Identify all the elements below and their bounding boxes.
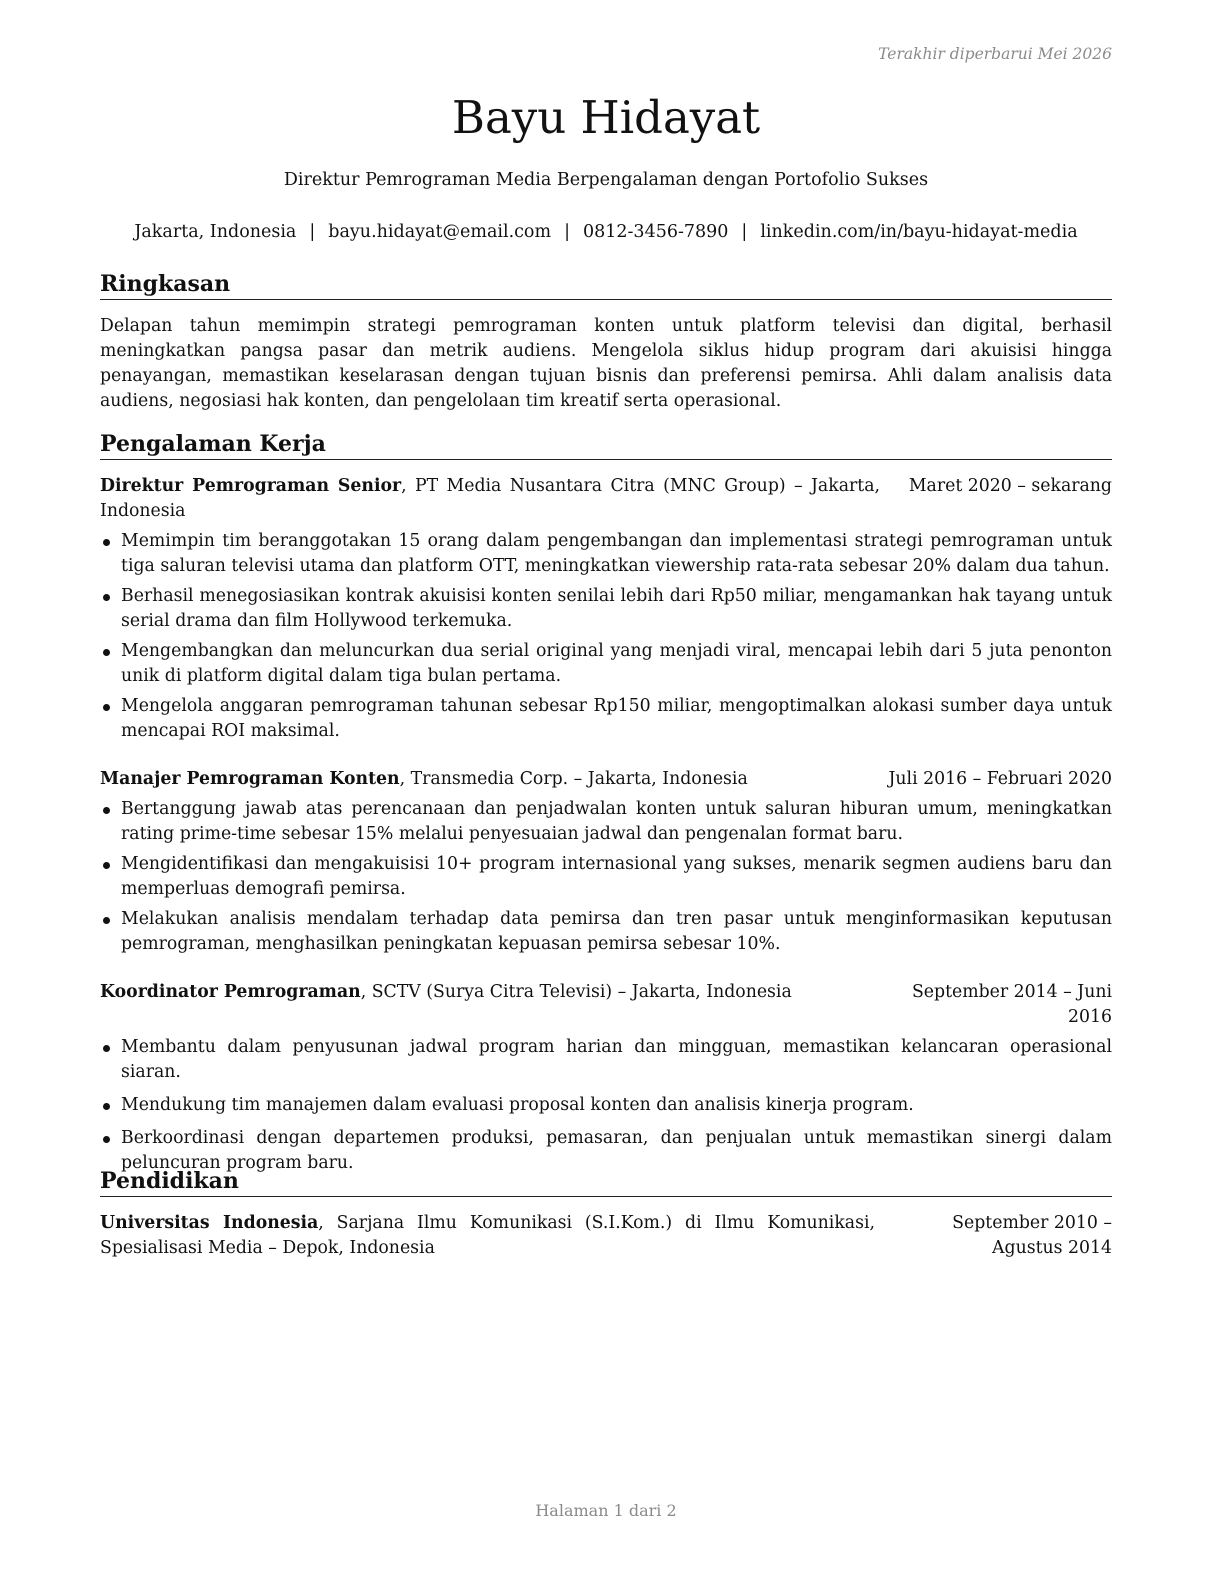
contact-separator: | (309, 222, 316, 242)
bullet-icon (103, 1103, 110, 1110)
section-heading-summary: Ringkasan (100, 270, 1112, 300)
bullet-icon (103, 1045, 110, 1052)
list-item-text: Mengelola anggaran pemrograman tahunan sebesar Rp150 miliar, mengoptimalkan alokasi sumber daya untuk mencapai ROI maksimal. (121, 696, 1112, 741)
job-header (100, 980, 1112, 1030)
list-item-text: Berhasil menegosiasikan kontrak akuisisi konten senilai lebih dari Rp50 miliar, mengamankan hak tayang untuk serial drama dan film Hollywood terkemuka. (121, 586, 1112, 631)
job-position (100, 980, 792, 1005)
bullet-icon (103, 807, 110, 814)
bullet-icon (103, 1136, 110, 1143)
candidate-tagline: Direktur Pemrograman Media Berpengalaman dengan Portofolio Sukses (283, 170, 929, 190)
job-title: Direktur Pemrograman Senior (100, 476, 402, 496)
list-item-text: Berkoordinasi dengan departemen produksi, pemasaran, dan penjualan untuk memastikan sinergi dalam peluncuran program baru. (121, 1128, 1112, 1173)
list-item (100, 907, 1112, 957)
list-item-text: Mengidentifikasi dan mengakuisisi 10+ program internasional yang sukses, menarik segmen audiens baru dan memperluas demografi pemirsa. (121, 854, 1112, 899)
job-organization: , Transmedia Corp. – Jakarta, Indonesia (399, 769, 748, 789)
contact-email[interactable]: bayu.hidayat@email.com (328, 222, 552, 242)
job-dates: September 2014 – Juni 2016 (911, 982, 1112, 1027)
list-item (100, 529, 1112, 579)
contact-linkedin[interactable]: linkedin.com/in/bayu-hidayat-media (760, 222, 1078, 242)
bullet-icon (103, 862, 110, 869)
job-organization: , PT Media Nusantara Citra (MNC Group) – Jakarta, Indonesia (100, 476, 880, 521)
bullet-icon (103, 539, 110, 546)
education-school: Universitas Indonesia (100, 1213, 319, 1233)
job-title: Koordinator Pemrograman (100, 982, 361, 1002)
summary-text: Delapan tahun memimpin strategi pemrograman konten untuk platform televisi dan digital, berhasil meningkatkan pangsa pasar dan metrik audiens. Mengelola siklus hidup program dari akuisisi hingga penayangan, memastikan keselarasan dengan tujuan bisnis dan preferensi pemirsa. Ahli dalam analisis data audiens, negosiasi hak konten, dan pengelolaan tim kreatif serta operasional. (100, 316, 1112, 411)
last-updated-note: Terakhir diperbarui Mei 2026 (878, 45, 1112, 63)
education-detail: , Sarjana Ilmu Komunikasi (S.I.Kom.) di Ilmu Komunikasi, Spesialisasi Media – Depok, Indonesia (100, 1213, 875, 1258)
education-dates: September 2010 – Agustus 2014 (952, 1213, 1112, 1258)
contact-separator: | (741, 222, 748, 242)
job-bullet-list (100, 529, 1112, 744)
section-heading-experience: Pengalaman Kerja (100, 430, 1112, 460)
list-item (100, 1035, 1112, 1085)
list-item (100, 639, 1112, 689)
list-item-text: Memimpin tim beranggotakan 15 orang dalam pengembangan dan implementasi strategi pemrograman untuk tiga saluran televisi utama dan platform OTT, meningkatkan viewership rata-rata sebesar 20% dalam dua tahun. (121, 531, 1112, 576)
bullet-icon (103, 917, 110, 924)
contact-phone[interactable]: 0812-3456-7890 (582, 222, 729, 242)
list-item-text: Membantu dalam penyusunan jadwal program harian dan mingguan, memastikan kelancaran operasional siaran. (121, 1037, 1112, 1082)
education-entry (100, 1211, 1112, 1261)
job-dates: Maret 2020 – sekarang (908, 476, 1112, 496)
job-dates: Juli 2016 – Februari 2020 (888, 769, 1112, 789)
list-item-text: Mengembangkan dan meluncurkan dua serial original yang menjadi viral, mencapai lebih dari 5 juta penonton unik di platform digital dalam tiga bulan pertama. (121, 641, 1112, 686)
list-item (100, 1093, 1112, 1118)
candidate-name: Bayu Hidayat (451, 91, 761, 144)
job-organization: , SCTV (Surya Citra Televisi) – Jakarta, Indonesia (360, 982, 792, 1002)
job-bullet-list (100, 797, 1112, 957)
contact-line (100, 220, 1112, 244)
list-item (100, 852, 1112, 902)
job-title: Manajer Pemrograman Konten (100, 769, 400, 789)
bullet-icon (103, 704, 110, 711)
job-position (100, 474, 880, 524)
list-item (100, 694, 1112, 744)
contact-location: Jakarta, Indonesia (134, 222, 297, 242)
job-header (100, 474, 1112, 524)
list-item (100, 797, 1112, 847)
education-degree (100, 1211, 875, 1261)
job-position (100, 767, 748, 792)
bullet-icon (103, 649, 110, 656)
contact-separator: | (564, 222, 570, 242)
list-item-text: Mendukung tim manajemen dalam evaluasi proposal konten dan analisis kinerja program. (121, 1095, 914, 1115)
job-bullet-list (100, 1035, 1112, 1176)
job-header (100, 767, 1112, 792)
section-heading-education: Pendidikan (100, 1167, 1112, 1197)
bullet-icon (103, 594, 110, 601)
resume-page (100, 0, 1112, 1584)
list-item (100, 584, 1112, 634)
page-number: Halaman 1 dari 2 (535, 1501, 677, 1520)
list-item-text: Bertanggung jawab atas perencanaan dan penjadwalan konten untuk saluran hiburan umum, meningkatkan rating prime-time sebesar 15% melalui penyesuaian jadwal dan pengenalan format baru. (121, 799, 1112, 844)
list-item-text: Melakukan analisis mendalam terhadap data pemirsa dan tren pasar untuk menginformasikan keputusan pemrograman, menghasilkan peningkatan kepuasan pemirsa sebesar 10%. (121, 909, 1112, 954)
